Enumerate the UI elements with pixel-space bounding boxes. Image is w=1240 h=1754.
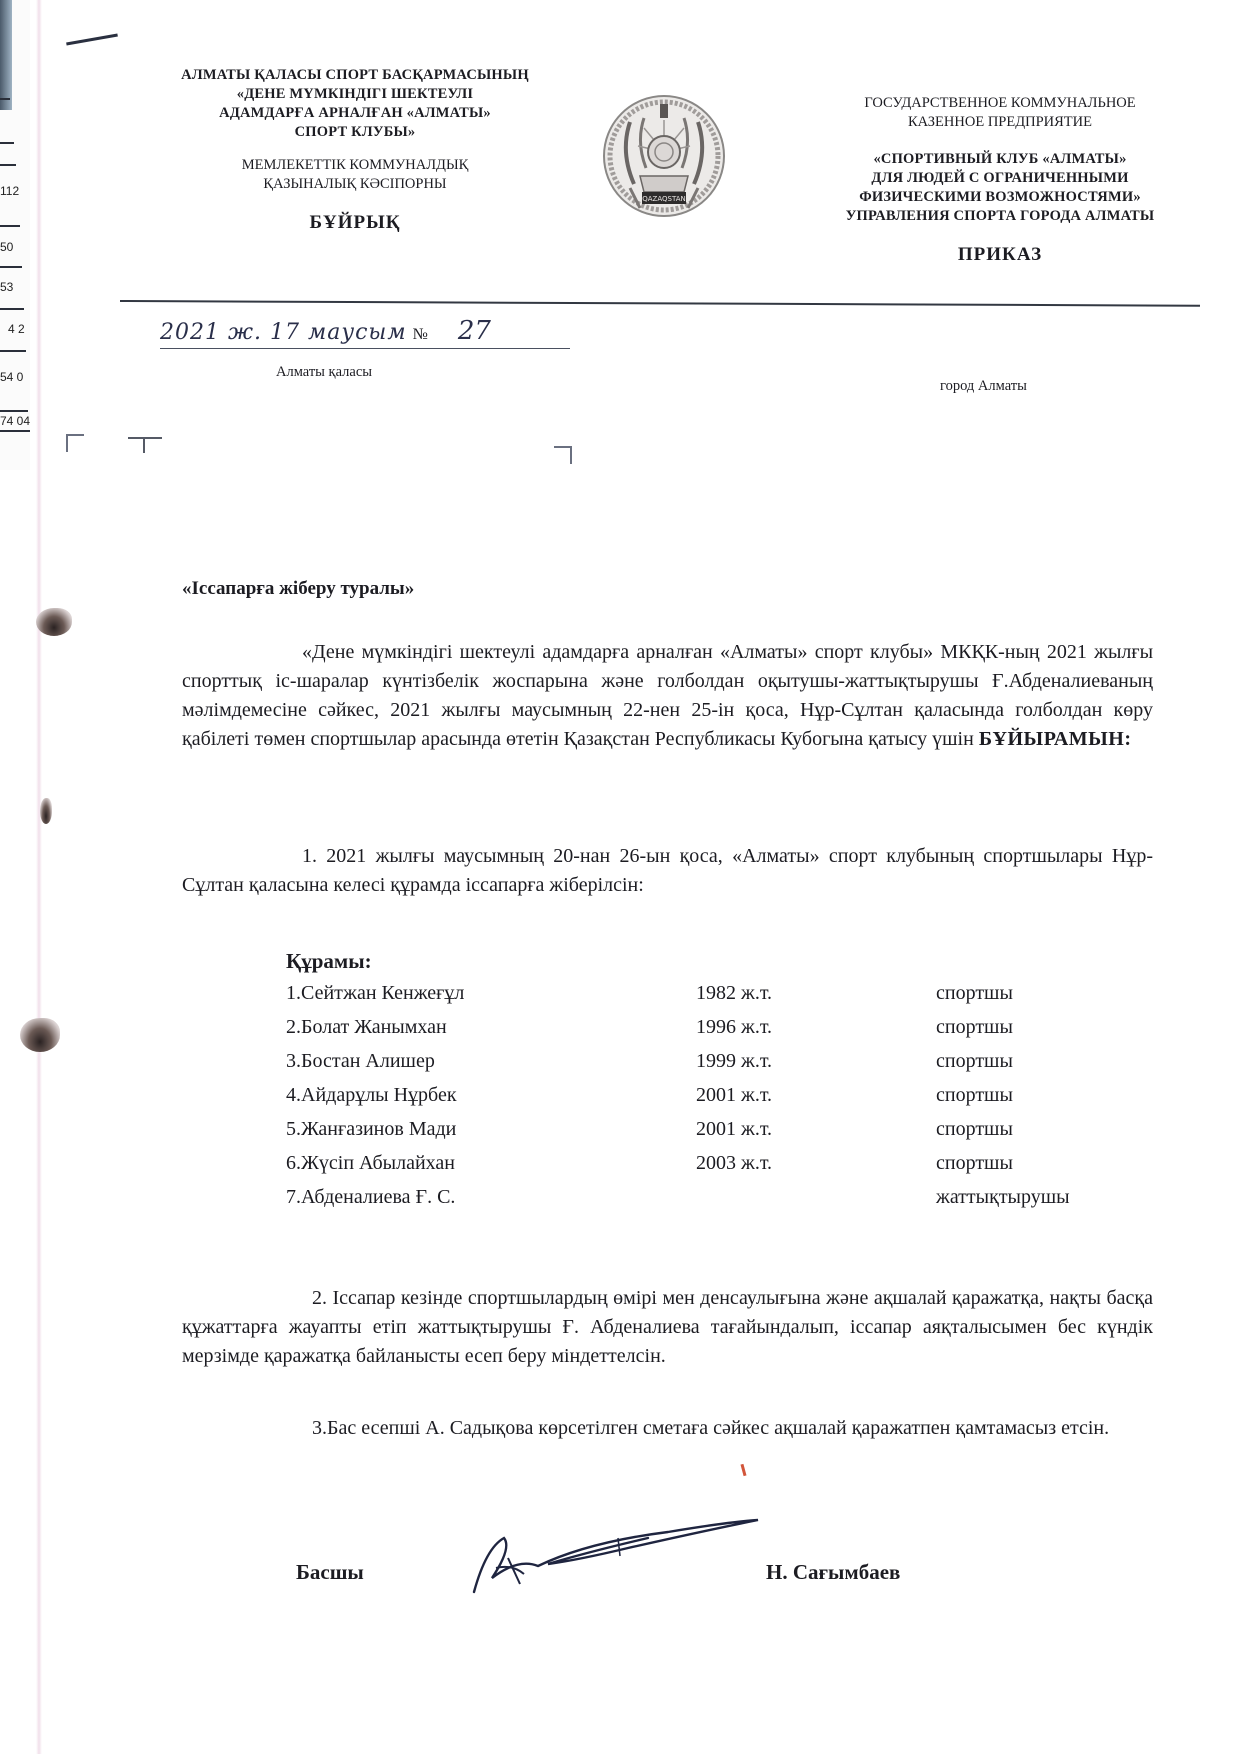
fragment-rule xyxy=(0,430,30,432)
pen-mark xyxy=(66,34,118,46)
org-type-line: МЕМЛЕКЕТТІК КОММУНАЛДЫҚ xyxy=(241,157,469,173)
state-emblem-icon xyxy=(600,92,728,224)
member-role: жаттықтырушы xyxy=(936,1186,1070,1208)
org-name-line: ФИЗИЧЕСКИМИ ВОЗМОЖНОСТЯМИ» xyxy=(859,189,1141,205)
member-name: 1.Сейтжан Кенжеғұл xyxy=(286,982,465,1004)
member-role: спортшы xyxy=(936,982,1013,1004)
org-type-line: ҚАЗЫНАЛЫҚ КӘСІПОРНЫ xyxy=(263,176,447,192)
corner-bracket-t xyxy=(128,437,162,439)
member-name: 6.Жүсіп Абылайхан xyxy=(286,1152,455,1174)
fragment-rule xyxy=(0,308,24,310)
member-birth-year: 2003 ж.т. xyxy=(696,1152,773,1174)
member-birth-year: 1999 ж.т. xyxy=(696,1050,773,1072)
order-subject: «Іссапарға жіберу туралы» xyxy=(182,578,415,599)
city-kz: Алматы қаласы xyxy=(276,364,373,380)
fragment-number: 50 xyxy=(0,240,14,254)
member-name: 4.Айдарұлы Нұрбек xyxy=(286,1084,457,1106)
staple-hole xyxy=(40,798,52,824)
member-role: спортшы xyxy=(936,1050,1013,1072)
member-birth-year: 1996 ж.т. xyxy=(696,1016,773,1038)
member-role: спортшы xyxy=(936,1084,1013,1106)
page-fold-shadow xyxy=(36,0,42,1754)
corner-bracket-top-right xyxy=(554,446,572,464)
doc-title-kz: БҰЙРЫҚ xyxy=(309,212,401,233)
org-type-line: КАЗЕННОЕ ПРЕДПРИЯТИЕ xyxy=(908,114,1092,130)
roster-row xyxy=(286,1010,1166,1044)
number-sign: № xyxy=(412,326,428,343)
red-ink-mark xyxy=(740,1464,746,1476)
paragraph-item-1 xyxy=(182,842,1153,900)
roster-row xyxy=(286,1112,1166,1146)
member-role: спортшы xyxy=(936,1118,1013,1140)
roster-row xyxy=(286,1146,1166,1180)
date-number-line xyxy=(160,316,570,346)
item1-text: 1. 2021 жылғы маусымның 20-нан 26-ын қоса, «Алматы» спорт клубының спортшылары Нұр-Сұлтан қаласына келесі құрамда іссапарға жіберілсін: xyxy=(182,845,1153,896)
fragment-number: 54 0 xyxy=(0,370,24,384)
org-type-kz xyxy=(120,156,590,194)
staple-hole xyxy=(36,608,72,636)
paragraph-item-3 xyxy=(182,1414,1153,1443)
staple-hole xyxy=(20,1018,60,1052)
member-name: 3.Бостан Алишер xyxy=(286,1050,435,1072)
org-name-kz xyxy=(120,66,590,142)
fragment-rule xyxy=(0,225,20,227)
member-birth-year: 2001 ж.т. xyxy=(696,1118,773,1140)
doc-title-ru: ПРИКАЗ xyxy=(957,244,1043,265)
fragment-rule xyxy=(0,410,28,412)
binder-edge xyxy=(0,0,12,110)
roster-title: Құрамы: xyxy=(286,949,372,973)
fragment-number: 112 xyxy=(0,184,20,198)
item3-text: 3.Бас есепші А. Садықова көрсетілген сметаға сәйкес ақшалай қаражатпен қамтамасыз етсін. xyxy=(312,1417,1110,1439)
header-ru xyxy=(800,94,1200,266)
fragment-rule xyxy=(0,164,16,166)
paragraph-intro xyxy=(182,638,1153,754)
member-name: 7.Абденалиева Ғ. С. xyxy=(286,1186,456,1208)
org-name-line: АДАМДАРҒА АРНАЛҒАН «АЛМАТЫ» xyxy=(219,105,491,121)
order-keyword: БҰЙЫРАМЫН: xyxy=(978,728,1132,750)
emblem-text: QAZAQSTAN xyxy=(642,195,686,203)
corner-bracket-t-stem xyxy=(143,437,145,453)
fragment-number: 53 xyxy=(0,280,14,294)
member-birth-year: 2001 ж.т. xyxy=(696,1084,773,1106)
roster xyxy=(286,946,1166,1214)
item2-text: 2. Іссапар кезінде спортшылардың өмірі мен денсаулығына және ақшалай қаражатқа, нақты басқа құжаттарға жауапты етіп жаттықтырушы Ғ. Абденалиева тағайындалып, іссапар аяқталысымен бес күндік мерзімде қаражатқа байланысты есеп беру міндеттелсін. xyxy=(182,1287,1153,1367)
fragment-rule xyxy=(0,266,22,268)
signatory-name: Н. Сағымбаев xyxy=(766,1560,901,1584)
date-underline xyxy=(160,348,570,349)
roster-row xyxy=(286,976,1166,1010)
org-name-line: «СПОРТИВНЫЙ КЛУБ «АЛМАТЫ» xyxy=(873,151,1127,167)
org-type-ru xyxy=(800,94,1200,132)
roster-row xyxy=(286,1180,1166,1214)
org-name-ru xyxy=(800,150,1200,226)
intro-text: «Дене мүмкіндігі шектеулі адамдарға арналған «Алматы» спорт клубы» МКҚК-ның 2021 жылғы спорттық іс-шаралар күнтізбелік жоспарына және голболдан оқытушы-жаттықтырушы Ғ.Абденалиеваның мәлімдемесіне сәйкес, 2021 жылғы маусымның 22-нен 25-ін қоса, Нұр-Сұлтан қаласында голболдан көру қабілеті төмен спортшылар арасында өтетін Қазақстан Республикасы Кубогына қатысу үшін xyxy=(182,641,1153,750)
org-name-line: СПОРТ КЛУБЫ» xyxy=(294,124,416,140)
member-role: спортшы xyxy=(936,1152,1013,1174)
roster-row xyxy=(286,1078,1166,1112)
corner-bracket-top-left xyxy=(66,434,84,452)
member-name: 2.Болат Жанымхан xyxy=(286,1016,447,1038)
handwritten-date: 2021 ж. 17 маусым xyxy=(160,320,407,345)
header-kz xyxy=(120,66,590,234)
header-divider xyxy=(120,300,1200,307)
city-ru: город Алматы xyxy=(940,378,1027,394)
org-name-line: АЛМАТЫ ҚАЛАСЫ СПОРТ БАСҚАРМАСЫНЫҢ xyxy=(181,67,529,83)
member-role: спортшы xyxy=(936,1016,1013,1038)
fragment-rule xyxy=(0,350,26,352)
org-type-line: ГОСУДАРСТВЕННОЕ КОММУНАЛЬНОЕ xyxy=(864,95,1136,111)
member-name: 5.Жанғазинов Мади xyxy=(286,1118,457,1140)
fragment-number: 74 04 xyxy=(0,414,30,428)
signature-block xyxy=(296,1560,996,1600)
fragment-number: 4 2 xyxy=(8,322,25,336)
handwritten-doc-number: 27 xyxy=(457,316,491,346)
roster-row xyxy=(286,1044,1166,1078)
org-name-line: ДЛЯ ЛЮДЕЙ С ОГРАНИЧЕННЫМИ xyxy=(871,170,1129,186)
previous-page-fragment xyxy=(0,0,30,470)
fragment-rule xyxy=(0,142,14,144)
org-name-line: УПРАВЛЕНИЯ СПОРТА ГОРОДА АЛМАТЫ xyxy=(845,208,1155,224)
member-birth-year: 1982 ж.т. xyxy=(696,982,773,1004)
org-name-line: «ДЕНЕ МҮМКІНДІГІ ШЕКТЕУЛІ xyxy=(236,86,474,102)
fragment-rule xyxy=(0,98,10,100)
signatory-position: Басшы xyxy=(296,1560,364,1584)
paragraph-item-2 xyxy=(182,1284,1153,1371)
